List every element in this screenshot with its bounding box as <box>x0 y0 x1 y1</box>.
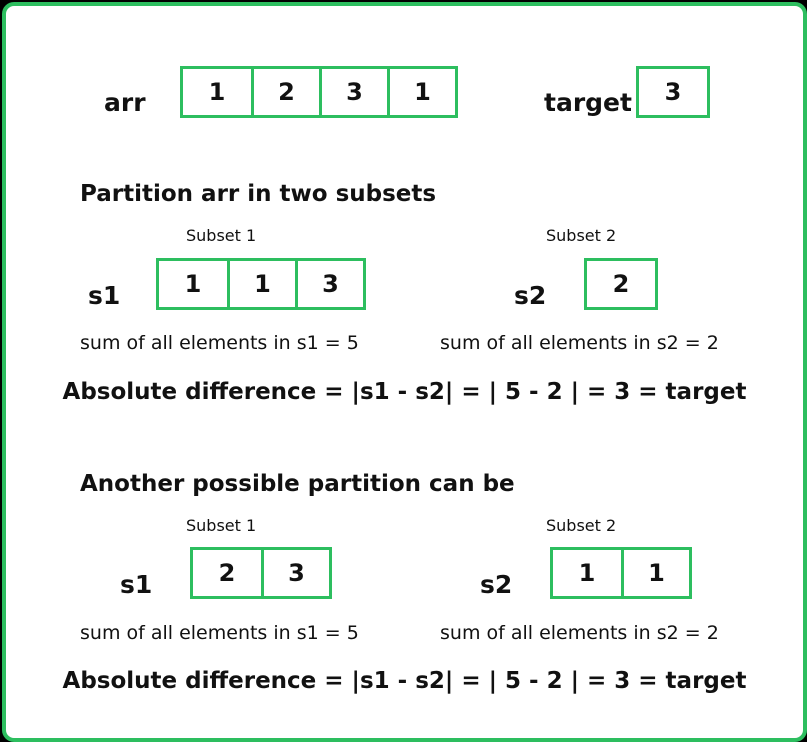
section1-s1-label: s1 <box>88 281 121 310</box>
section2-s1-array <box>190 547 332 599</box>
s2-cell: 1 <box>578 559 596 587</box>
target-label: target <box>544 88 632 117</box>
section2-subset1-caption: Subset 1 <box>186 516 257 535</box>
s1-cell: 1 <box>184 270 202 298</box>
s2-cell: 1 <box>621 550 689 596</box>
target-cell: 3 <box>664 78 682 106</box>
section2-subset2-caption: Subset 2 <box>546 516 617 535</box>
arr-array <box>180 66 458 118</box>
section2-s1-label: s1 <box>120 570 153 599</box>
section2-s2-array <box>550 547 692 599</box>
s1-cell: 3 <box>261 550 329 596</box>
arr-cell: 1 <box>387 69 455 115</box>
section2-s1-sum: sum of all elements in s1 = 5 <box>80 622 359 644</box>
arr-cell: 3 <box>319 69 387 115</box>
s1-cell: 1 <box>227 261 295 307</box>
target-box <box>636 66 710 118</box>
section1-s2-label: s2 <box>514 281 547 310</box>
s1-cell: 3 <box>295 261 363 307</box>
section2-heading: Another possible partition can be <box>80 471 515 497</box>
section1-s2-array <box>584 258 658 310</box>
section1-subset2-caption: Subset 2 <box>546 226 617 245</box>
section2-difference: Absolute difference = |s1 - s2| = | 5 - 2 | = 3 = target <box>62 668 747 694</box>
section2-s2-label: s2 <box>480 570 513 599</box>
section1-s1-array <box>156 258 366 310</box>
arr-cell: 1 <box>208 78 226 106</box>
section1-subset1-caption: Subset 1 <box>186 226 257 245</box>
section2-s2-sum: sum of all elements in s2 = 2 <box>440 622 719 644</box>
s2-cell: 2 <box>612 270 630 298</box>
s1-cell: 2 <box>218 559 236 587</box>
section1-difference: Absolute difference = |s1 - s2| = | 5 - 2 | = 3 = target <box>62 379 747 405</box>
section1-s2-sum: sum of all elements in s2 = 2 <box>440 332 719 354</box>
arr-label: arr <box>104 88 146 117</box>
diagram-card <box>2 2 807 742</box>
arr-cell: 2 <box>251 69 319 115</box>
section1-heading: Partition arr in two subsets <box>80 181 437 207</box>
section1-s1-sum: sum of all elements in s1 = 5 <box>80 332 359 354</box>
